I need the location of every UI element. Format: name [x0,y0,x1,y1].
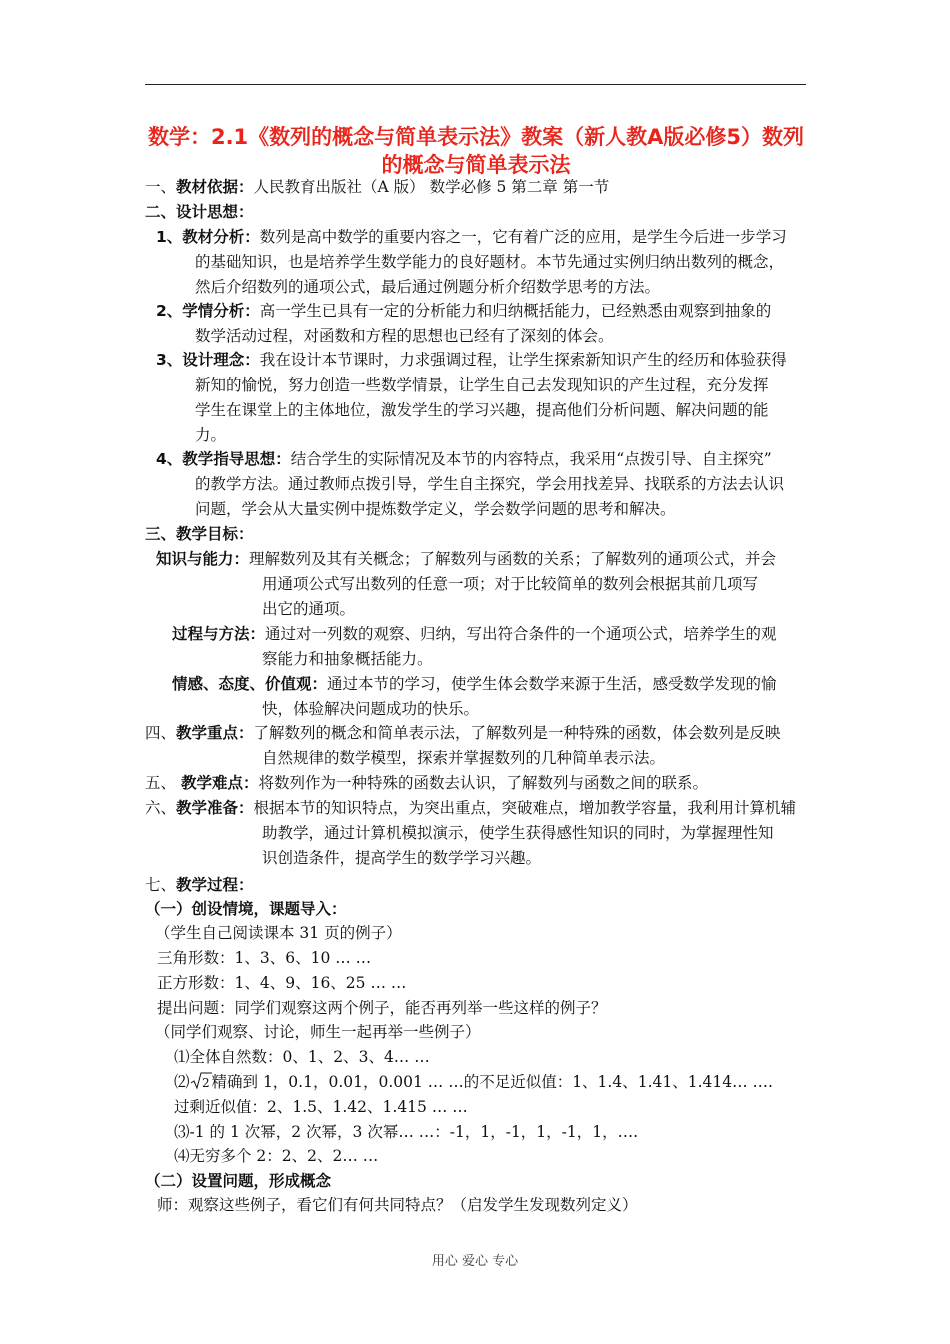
s2-4-line-1 [156,448,772,470]
part-1-heading: （一）创设情境，课题导入： [145,900,347,918]
section-text: 根据本节的知识特点，为突出重点，突破难点，增加教学容量，我利用计算机辅 [253,799,797,817]
s2-3-line-4: 力。 [195,426,227,444]
svg-text:2: 2 [201,1076,210,1090]
s6-line-1 [145,797,796,819]
item-label: 知识与能力： [156,550,250,568]
example-3: ⑶-1 的 1 次幂，2 次幂，3 次幂… …：-1，1，-1，1，-1，1，…. [174,1123,639,1141]
part-1-a: （学生自己阅读课本 31 页的例子） [155,924,402,942]
section-number: 七、 [145,876,177,894]
part-1-e: （同学们观察、讨论，师生一起再举一些例子） [155,1023,481,1041]
s3-1-line-3: 出它的通项。 [262,600,356,618]
s3-1-line-1 [156,548,776,570]
section-text: 将数列作为一种特殊的函数去认识，了解数列与函数之间的联系。 [258,774,708,792]
section-number: 五、 [145,774,181,792]
item-text: 理解数列及其有关概念；了解数列与函数的关系；了解数列的通项公式，并会 [249,550,777,568]
section-text: 人民教育出版社（A 版） 数学必修 5 第二章 第一节 [253,178,610,196]
section-label: 教学难点： [180,774,259,792]
page-footer: 用心 爱心 专心 [431,1254,519,1269]
section-3-heading: 三、教学目标： [145,525,254,543]
sqrt-2-symbol [190,1071,212,1094]
example-text: 精确到 1，0.1，0.01，0.001 … …的不足近似值：1、1.4、1.41、1.414… …. [211,1073,773,1091]
part-2-heading: （二）设置问题，形成概念 [145,1172,332,1190]
item-label: 3、设计理念： [156,351,260,369]
s3-3-line-2: 快，体验解决问题成功的快乐。 [262,700,480,718]
part-1-c: 正方形数：1、4、9、16、25 … … [157,974,407,992]
section-label: 教学准备： [176,799,254,817]
s2-3-line-3: 学生在课堂上的主体地位，激发学生的学习兴趣，提高他们分析问题、解决问题的能 [195,401,769,419]
s2-4-line-2: 的教学方法。通过教师点拨引导，学生自主探究，学会用找差异、找联系的方法去认识 [195,475,785,493]
s3-2-line-1 [172,623,777,645]
s3-2-line-2: 察能力和抽象概括能力。 [262,650,433,668]
item-label: 1、教材分析： [156,228,260,246]
section-number: 六、 [145,799,177,817]
s2-2-line-1 [156,300,771,322]
example-4: ⑷无穷多个 2：2、2、2… … [174,1147,379,1165]
item-label: 4、教学指导思想： [156,450,291,468]
title-line-2: 的概念与简单表示法 [381,153,571,177]
item-text: 通过对一列数的观察、归纳，写出符合条件的一个通项公式，培养学生的观 [265,625,777,643]
item-text: 结合学生的实际情况及本节的内容特点，我采用“点拨引导、自主探究” [290,450,772,468]
part-2-a: 师：观察这些例子，看它们有何共同特点？（启发学生发现数列定义） [157,1196,638,1214]
item-text: 通过本节的学习，使学生体会数学来源于生活，感受数学发现的愉 [327,675,777,693]
example-number: ⑵ [174,1073,190,1091]
section-number: 一、 [145,178,177,196]
s3-3-line-1 [172,673,777,695]
item-label: 过程与方法： [172,625,266,643]
s2-1-line-3: 然后介绍数列的通项公式，最后通过例题分析介绍数学思考的方法。 [195,278,661,296]
item-text: 数列是高中数学的重要内容之一，它有着广泛的应用，是学生今后进一步学习 [259,228,787,246]
s2-4-line-3: 问题，学会从大量实例中提炼数学定义，学会数学问题的思考和解决。 [195,500,676,518]
item-label: 情感、态度、价值观： [172,675,328,693]
s2-2-line-2: 数学活动过程，对函数和方程的思想也已经有了深刻的体会。 [195,327,614,345]
section-label: 教学过程： [176,876,254,894]
s4-line-1 [145,722,781,744]
s2-1-line-1 [156,226,787,248]
example-2-cont: 过剩近似值：2、1.5、1.42、1.415 … … [174,1098,468,1116]
s4-line-2: 自然规律的数学模型，探索并掌握数列的几种简单表示法。 [262,749,666,767]
s3-1-line-2: 用通项公式写出数列的任意一项；对于比较简单的数列会根据其前几项写 [262,575,759,593]
item-text: 我在设计本节课时，力求强调过程，让学生探索新知识产生的经历和体验获得 [259,351,787,369]
s7-heading [145,874,254,896]
section-number: 四、 [145,724,177,742]
s5-line-1 [145,772,708,794]
example-1: ⑴全体自然数：0、1、2、3、4… … [174,1048,430,1066]
s2-1-line-2: 的基础知识，也是培养学生数学能力的良好题材。本节先通过实例归纳出数列的概念， [195,253,785,271]
part-1-d: 提出问题：同学们观察这两个例子，能否再列举一些这样的例子？ [157,999,607,1017]
item-text: 高一学生已具有一定的分析能力和归纳概括能力，已经熟悉由观察到抽象的 [259,302,772,320]
part-1-b: 三角形数：1、3、6、10 … … [157,949,372,967]
s2-3-line-2: 新知的愉悦，努力创造一些数学情景，让学生自己去发现知识的产生过程，充分发挥 [195,376,769,394]
header-rule [145,84,806,85]
document-title [140,123,812,179]
s6-line-2: 助教学，通过计算机模拟演示，使学生获得感性知识的同时，为掌握理性知 [262,824,774,842]
item-label: 2、学情分析： [156,302,260,320]
section-text: 了解数列的概念和简单表示法，了解数列是一种特殊的函数，体会数列是反映 [253,724,781,742]
section-label: 教材依据： [176,178,254,196]
title-line-1: 数学：2.1《数列的概念与简单表示法》教案（新人教A版必修5）数列 [147,125,805,149]
section-2-heading: 二、设计思想： [145,203,254,221]
s6-line-3: 识创造条件，提高学生的数学学习兴趣。 [262,849,542,867]
section-label: 教学重点： [176,724,254,742]
example-2 [174,1071,773,1094]
section-1 [145,176,609,198]
s2-3-line-1 [156,349,787,371]
